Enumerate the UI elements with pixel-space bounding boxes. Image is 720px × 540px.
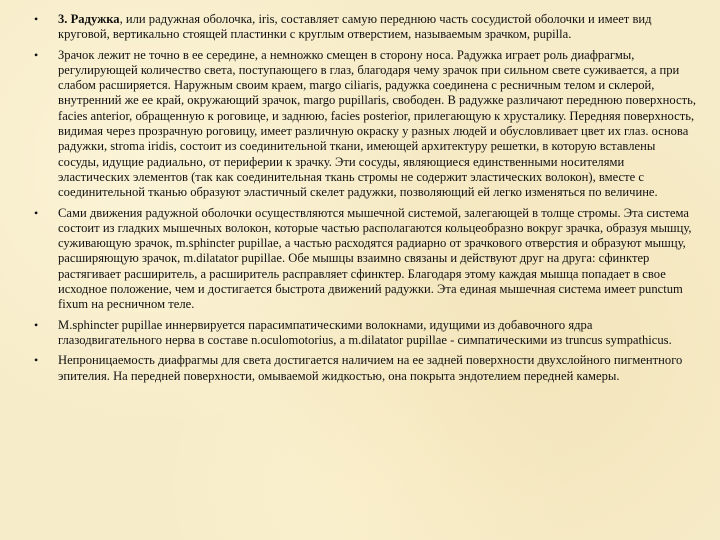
bullet-glyph: • <box>34 47 39 62</box>
paragraph-text: M.sphincter pupillae иннервируется парасимпатическими волокнами, идущими из добавочного ядра глазодвигательного нерва в составе n.oculomotorius, а m.dilatator pupillae - симпатическими из truncus sympathicus. <box>58 317 672 347</box>
bullet-glyph: • <box>34 353 39 368</box>
paragraph-text: , или радужная оболочка, iris, составляет самую переднюю часть сосудистой оболочки и имеет вид круговой, вертикально стоящей пластинки с круглым отверстием, называемым зрачком, pupilla. <box>58 12 652 42</box>
bullet-glyph: • <box>34 205 39 220</box>
bullet-glyph: • <box>34 317 39 332</box>
bullet-glyph: • <box>34 12 39 26</box>
bullet-item-5 <box>34 353 698 384</box>
bullet-item-1 <box>34 12 698 43</box>
paragraph-text: Сами движения радужной оболочки осуществляются мышечной системой, залегающей в толще стромы. Эта система состоит из гладких мышечных волокон, которые частью располагаются кольцеобразно вокруг зрачка, образуя мышцу, суживающую зрачок, m.sphincter pupillae, а частью расходятся радиарно от зрачкового отверстия и образуют мышцу, расширяющую зрачок, m.dilatator pupillae. Обе мышцы взаимно связаны и действуют друг на друга: сфинктер растягивает расширитель, а расширитель расправляет сфинктер. Благодаря этому каждая мышца попадает в свое исходное положение, чем и достигается быстрота движений радужки. Эта единая мышечная система имеет punctum fixum на ресничном теле. <box>58 205 692 312</box>
bullet-list <box>34 12 698 384</box>
bullet-item-3 <box>34 206 698 313</box>
bullet-item-2 <box>34 48 698 201</box>
bullet-item-4 <box>34 318 698 349</box>
paragraph-text: Непроницаемость диафрагмы для света достигается наличием на ее задней поверхности двухслойного пигментного эпителия. На передней поверхности, омываемой жидкостью, она покрыта эндотелием передней камеры. <box>58 353 683 383</box>
section-heading: 3. Радужка <box>58 12 120 26</box>
paragraph-text: Зрачок лежит не точно в ее середине, а немножко смещен в сторону носа. Радужка играет роль диафрагмы, регулирующей количество света, поступающего в глаз, благодаря чему зрачок при сильном свете суживается, а при слабом расширяется. Наружным своим краем, margo ciliaris, радужка соединена с ресничным телом и склерой, внутренний же ее край, окружающий зрачок, margo pupillaris, свободен. В радужке различают переднюю поверхность, facies anterior, обращенную к роговице, и заднюю, facies posterior, прилегающую к хрусталику. Передняя поверхность, видимая через прозрачную роговицу, имеет различную окраску у разных людей и обусловливает цвет их глаз. основа радужки, stroma iridis, состоит из соединительной ткани, имеющей архитектуру решетки, в которую вставлены сосуды, идущие радиально, от периферии к зрачку. Эти сосуды, являющиеся единственными носителями эластических элементов (так как соединительная ткань стромы не содержит эластических волокон), вместе с соединительной тканью образуют эластичный скелет радужки, позволяющий ей легко изменяться по величине. <box>58 47 696 200</box>
